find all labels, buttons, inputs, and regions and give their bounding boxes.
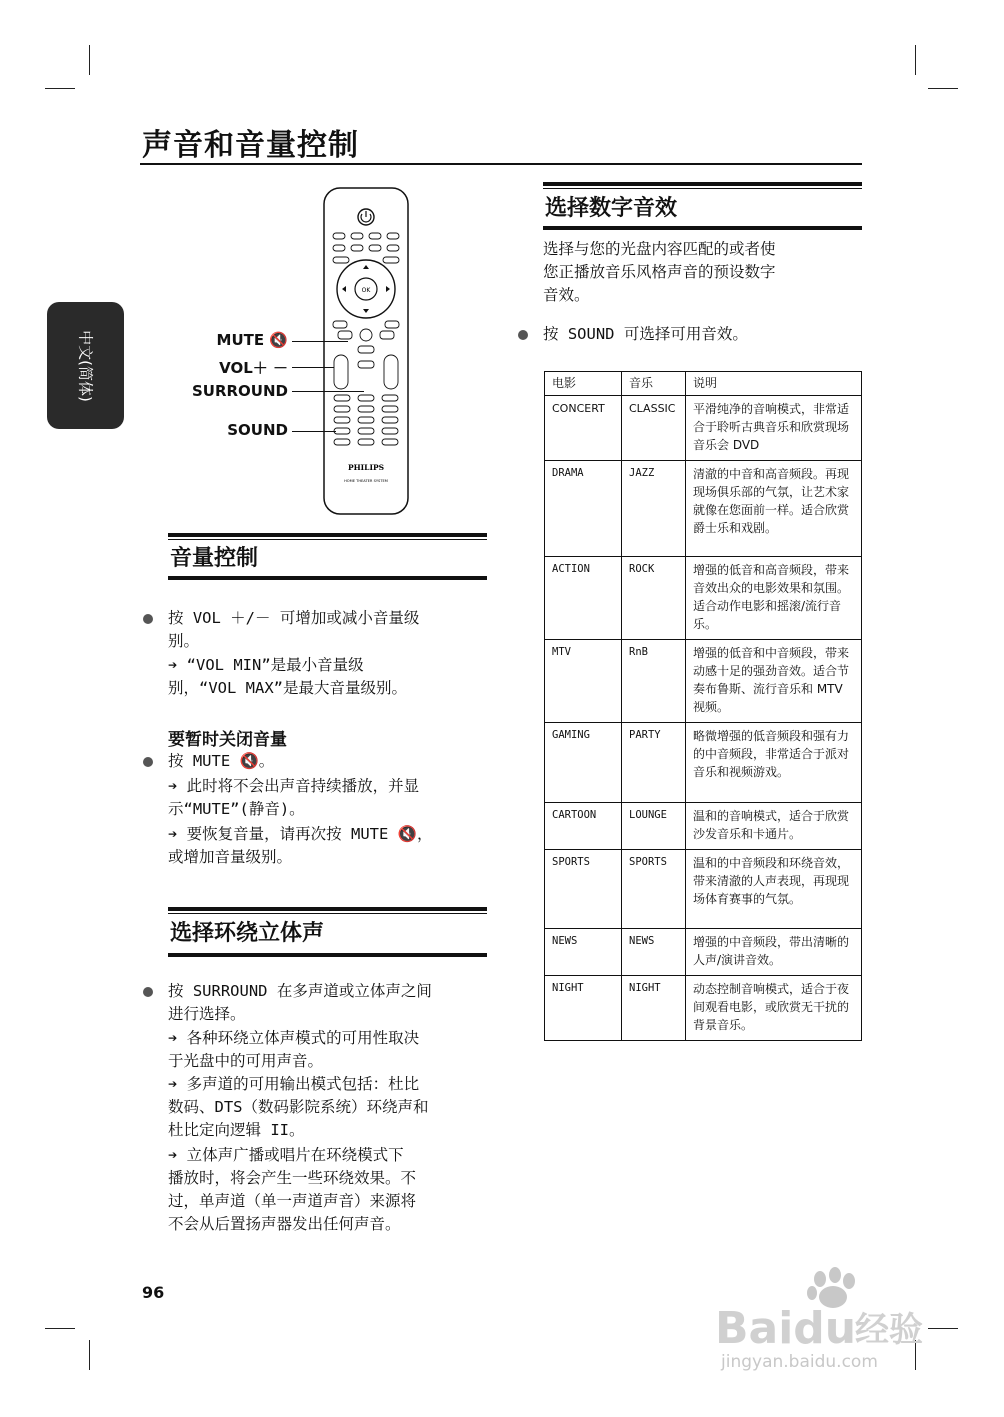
table-row bbox=[545, 976, 862, 1041]
surround-arrow-note-3 bbox=[168, 1144, 488, 1236]
crop-mark bbox=[915, 45, 916, 75]
text-line: 音效。 bbox=[543, 286, 590, 304]
section-rule bbox=[168, 913, 487, 914]
page-number: 96 bbox=[142, 1283, 165, 1302]
music-cell: JAZZ bbox=[622, 461, 686, 557]
text-line: 按 VOL ＋/－ 可增加或减小音量级 bbox=[168, 609, 420, 627]
bullet bbox=[518, 330, 528, 340]
section-rule bbox=[543, 182, 862, 186]
watermark-brand: Baidu bbox=[715, 1303, 857, 1354]
volume-arrow-note bbox=[168, 654, 488, 700]
mute-subheading: 要暂时关闭音量 bbox=[168, 730, 287, 750]
movie-cell: NEWS bbox=[545, 929, 622, 976]
table-row bbox=[545, 723, 862, 803]
section-rule bbox=[168, 576, 487, 580]
crop-mark bbox=[89, 1340, 90, 1370]
music-cell: NEWS bbox=[622, 929, 686, 976]
sound-leader bbox=[292, 431, 336, 432]
music-cell: SPORTS bbox=[622, 850, 686, 929]
table-row bbox=[545, 803, 862, 850]
text-line: ➔ 立体声广播或唱片在环绕模式下 bbox=[168, 1146, 404, 1164]
description-cell: 略微增强的低音频段和强有力的中音频段，非常适合于派对音乐和视频游戏。 bbox=[686, 723, 862, 803]
bullet bbox=[143, 757, 153, 767]
crop-mark bbox=[928, 88, 958, 89]
description-cell: 增强的低音和中音频段，带来动感十足的强劲音效。适合节奏布鲁斯、流行音乐和 MTV 视频。 bbox=[686, 640, 862, 723]
remote-control-illustration bbox=[320, 185, 412, 518]
text-line: 别，“VOL MAX”是最大音量级别。 bbox=[168, 679, 407, 697]
section-rule bbox=[543, 226, 862, 230]
text-line: 过，单声道（单一声道声音）来源将 bbox=[168, 1192, 417, 1210]
header-description: 说明 bbox=[686, 372, 862, 396]
table-row bbox=[545, 461, 862, 557]
volume-bullet-text bbox=[168, 607, 488, 653]
surround-label: SURROUND bbox=[191, 382, 288, 400]
text-line: 不会从后置扬声器发出任何声音。 bbox=[168, 1215, 401, 1233]
crop-mark bbox=[45, 1328, 75, 1329]
surround-arrow-note-2 bbox=[168, 1073, 488, 1142]
ok-button-label: OK bbox=[361, 287, 371, 294]
table-row bbox=[545, 557, 862, 640]
text-line: ➔ 各种环绕立体声模式的可用性取决 bbox=[168, 1029, 420, 1047]
crop-mark bbox=[89, 45, 90, 75]
remote-brand: PHILIPS bbox=[347, 463, 385, 472]
text-line: 杜比定向逻辑 II。 bbox=[168, 1121, 305, 1139]
movie-cell: MTV bbox=[545, 640, 622, 723]
table-row bbox=[545, 850, 862, 929]
language-tab bbox=[47, 302, 124, 429]
section-rule bbox=[168, 539, 487, 540]
movie-cell: CONCERT bbox=[545, 396, 622, 461]
vol-label: VOL＋ － bbox=[219, 359, 288, 377]
bullet bbox=[143, 614, 153, 624]
watermark-sub: 经验 bbox=[855, 1310, 923, 1350]
digital-bullet-text: 按 SOUND 可选择可用音效。 bbox=[543, 325, 748, 343]
table-row bbox=[545, 929, 862, 976]
text-line: 数码、DTS（数码影院系统）环绕声和 bbox=[168, 1098, 429, 1116]
description-cell: 清澈的中音和高音频段。再现现场俱乐部的气氛，让艺术家就像在您面前一样。适合欣赏爵士乐和戏剧。 bbox=[686, 461, 862, 557]
digital-intro bbox=[543, 238, 863, 307]
description-cell: 平滑纯净的音响模式，非常适合于聆听古典音乐和欣赏现场音乐会 DVD bbox=[686, 396, 862, 461]
paw-icon bbox=[807, 1267, 855, 1308]
section-rule bbox=[168, 907, 487, 911]
watermark-url: jingyan.baidu.com bbox=[721, 1352, 878, 1372]
text-line: 进行选择。 bbox=[168, 1005, 246, 1023]
text-line: ➔ 此时将不会出声音持续播放，并显 bbox=[168, 777, 420, 795]
text-line: ➔ “VOL MIN”是最小音量级 bbox=[168, 656, 364, 674]
movie-cell: NIGHT bbox=[545, 976, 622, 1041]
movie-cell: ACTION bbox=[545, 557, 622, 640]
text-line: ➔ 要恢复音量，请再次按 MUTE 🔇， bbox=[168, 825, 433, 843]
restore-arrow-note bbox=[168, 823, 488, 869]
text-line: ➔ 多声道的可用输出模式包括：杜比 bbox=[168, 1075, 420, 1093]
mute-label: MUTE 🔇 bbox=[216, 331, 288, 349]
digital-heading: 选择数字音效 bbox=[545, 196, 678, 221]
movie-cell: GAMING bbox=[545, 723, 622, 803]
table-header-row bbox=[545, 372, 862, 396]
surround-heading: 选择环绕立体声 bbox=[170, 921, 325, 946]
language-tab-label: 中文(简体) bbox=[76, 329, 94, 402]
movie-cell: SPORTS bbox=[545, 850, 622, 929]
music-cell: LOUNGE bbox=[622, 803, 686, 850]
description-cell: 动态控制音响模式，适合于夜间观看电影，或欣赏无干扰的背景音乐。 bbox=[686, 976, 862, 1041]
text-line: 播放时，将会产生一些环绕效果。不 bbox=[168, 1169, 417, 1187]
table-row bbox=[545, 640, 862, 723]
music-cell: RnB bbox=[622, 640, 686, 723]
movie-cell: DRAMA bbox=[545, 461, 622, 557]
section-rule bbox=[168, 533, 487, 537]
section-rule bbox=[543, 188, 862, 189]
section-rule bbox=[168, 953, 487, 957]
music-cell: PARTY bbox=[622, 723, 686, 803]
text-line: 示“MUTE”(静音)。 bbox=[168, 800, 305, 818]
page-title: 声音和音量控制 bbox=[142, 128, 359, 163]
table-row bbox=[545, 396, 862, 461]
description-cell: 增强的中音频段，带出清晰的人声/演讲音效。 bbox=[686, 929, 862, 976]
mute-bullet-text: 按 MUTE 🔇。 bbox=[168, 752, 275, 770]
text-line: 按 SURROUND 在多声道或立体声之间 bbox=[168, 982, 432, 1000]
music-cell: ROCK bbox=[622, 557, 686, 640]
sound-effects-table bbox=[544, 371, 862, 1041]
description-cell: 温和的中音频段和环绕音效，带来清澈的人声表现，再现现场体育赛事的气氛。 bbox=[686, 850, 862, 929]
header-music: 音乐 bbox=[622, 372, 686, 396]
description-cell: 增强的低音和高音频段，带来音效出众的电影效果和氛围。适合动作电影和摇滚/流行音乐。 bbox=[686, 557, 862, 640]
text-line: 您正播放音乐风格声音的预设数字 bbox=[543, 263, 776, 281]
remote-subtitle: HOME THEATER SYSTEM bbox=[344, 479, 388, 483]
description-cell: 温和的音响模式，适合于欣赏沙发音乐和卡通片。 bbox=[686, 803, 862, 850]
text-line: 于光盘中的可用声音。 bbox=[168, 1052, 324, 1070]
music-cell: CLASSIC bbox=[622, 396, 686, 461]
title-divider bbox=[140, 163, 862, 165]
text-line: 选择与您的光盘内容匹配的或者使 bbox=[543, 240, 776, 258]
surround-leader bbox=[292, 391, 364, 392]
surround-bullet-text bbox=[168, 980, 488, 1026]
mute-leader bbox=[292, 341, 348, 342]
header-movie: 电影 bbox=[545, 372, 622, 396]
movie-cell: CARTOON bbox=[545, 803, 622, 850]
crop-mark bbox=[45, 88, 75, 89]
surround-arrow-note-1 bbox=[168, 1027, 488, 1073]
vol-leader bbox=[292, 367, 334, 368]
mute-arrow-note bbox=[168, 775, 488, 821]
baidu-jingyan-watermark bbox=[715, 1265, 945, 1375]
sound-label: SOUND bbox=[227, 421, 288, 439]
text-line: 别。 bbox=[168, 632, 200, 650]
volume-heading: 音量控制 bbox=[170, 546, 259, 571]
text-line: 或增加音量级别。 bbox=[168, 848, 293, 866]
bullet bbox=[143, 987, 153, 997]
music-cell: NIGHT bbox=[622, 976, 686, 1041]
